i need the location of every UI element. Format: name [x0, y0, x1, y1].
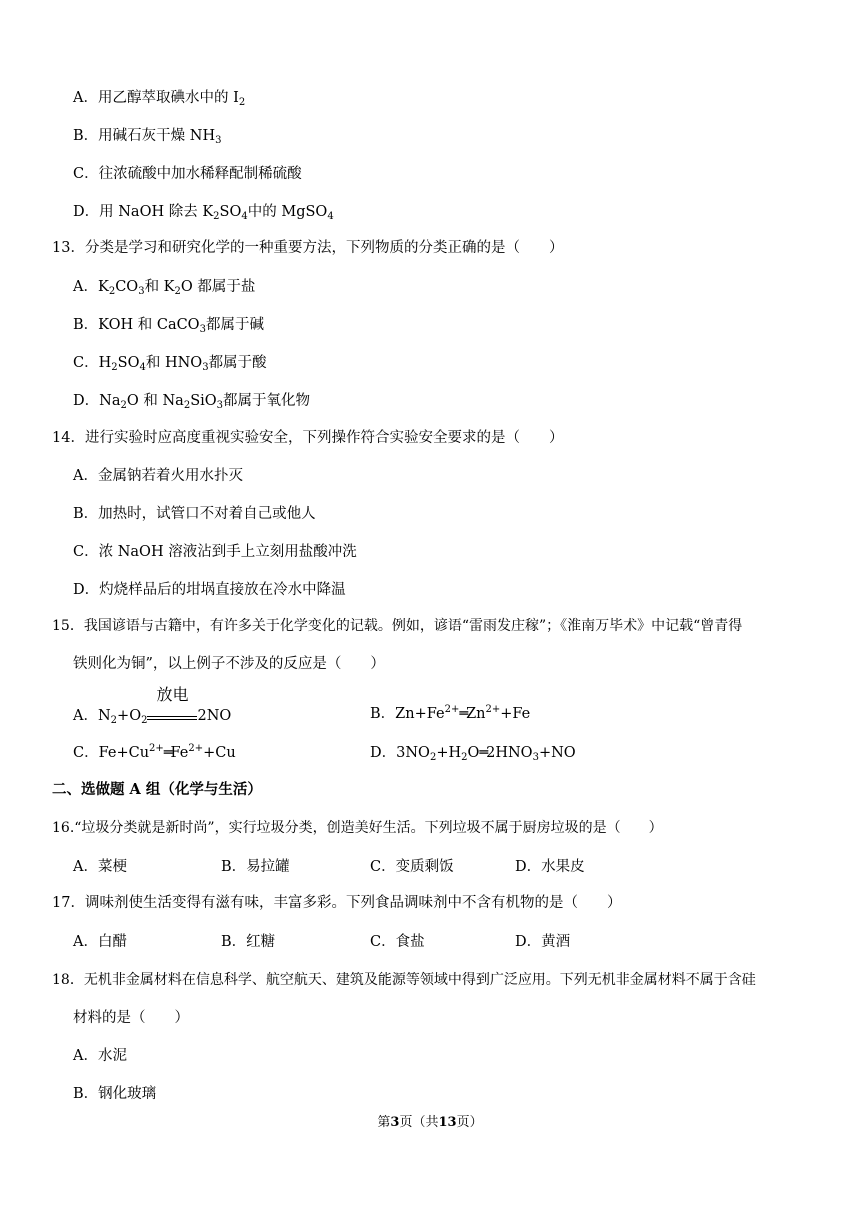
q18-stem-line1: 18．无机非金属材料在信息科学、航空航天、建筑及能源等领域中得到广泛应用。下列无机非金属材料不属于含硅	[52, 972, 756, 988]
q12-option-c: C．往浓硫酸中加水稀释配制稀硫酸	[73, 166, 302, 182]
q13-option-d: D．$Na_2O$ 和 $Na_2SiO_3$都属于氧化物	[73, 393, 311, 411]
q17-option-b: B．红糖	[221, 934, 276, 950]
page-footer: 第3页（共13页）	[377, 1115, 483, 1130]
q18-option-b: B．钢化玻璃	[73, 1086, 157, 1102]
q16-option-d: D．水果皮	[515, 859, 585, 875]
q13-option-b: B．KOH 和 CaCO$_3$都属于碱	[73, 317, 264, 335]
q17-stem: 17．调味剂使生活变得有滋有味，丰富多彩。下列食品调味剂中不含有机物的是（ ）	[52, 895, 622, 911]
q14-stem: 14．进行实验时应高度重视实验安全，下列操作符合实验安全要求的是（ ）	[52, 430, 564, 446]
q14-option-c: C．浓 NaOH 溶液沾到手上立刻用盐酸冲洗	[73, 544, 357, 560]
q14-option-a: A．金属钠若着火用水扑灭	[73, 468, 243, 484]
q12-option-d: D．用 NaOH 除去 $K_2SO_4$中的 MgSO$_4$	[73, 204, 334, 222]
total-pages: 13	[438, 1115, 457, 1130]
q18-stem-line2: 材料的是（ ）	[73, 1010, 189, 1026]
reaction-condition-arrow: 放电	[147, 704, 197, 720]
q15-option-b: B．$Zn+Fe^{2+}═Zn^{2+}+Fe$	[370, 704, 531, 722]
q12-option-b: B．用碱石灰干燥 $NH_3$	[73, 128, 222, 146]
q16-option-a: A．菜梗	[73, 859, 127, 875]
q15-option-a: A．$N_2+O_2$ 放电 2NO	[73, 685, 232, 726]
q15-stem-line2: 铁则化为铜”，以上例子不涉及的反应是（ ）	[73, 656, 385, 672]
q13-option-a: A．$K_2CO_3$和 $K_2O$ 都属于盐	[73, 279, 256, 297]
q17-option-c: C．食盐	[370, 934, 425, 950]
q17-option-a: A．白醋	[73, 934, 127, 950]
q16-option-b: B．易拉罐	[221, 859, 290, 875]
q18-option-a: A．水泥	[73, 1048, 127, 1064]
q15-option-c: C．$Fe+Cu^{2+}═Fe^{2+}+Cu$	[73, 743, 236, 761]
q16-option-c: C．变质剩饭	[370, 859, 454, 875]
q15-stem-line1: 15．我国谚语与古籍中，有许多关于化学变化的记载。例如，谚语“雷雨发庄稼”；《淮南万毕术》中记载“曾青得	[52, 618, 743, 634]
q13-option-c: C．$H_2SO_4$和 $HNO_3$都属于酸	[73, 355, 267, 373]
q15-option-d: D．$3NO_2+H_2O═2HNO_3+NO$	[370, 744, 576, 763]
section-heading: 二、选做题 A 组（化学与生活）	[52, 781, 262, 798]
q12-option-a: A．用乙醇萃取碘水中的 $I_2$	[73, 90, 246, 108]
q14-option-b: B．加热时，试管口不对着自己或他人	[73, 506, 316, 522]
q13-stem: 13．分类是学习和研究化学的一种重要方法，下列物质的分类正确的是（ ）	[52, 240, 564, 256]
page-number: 3	[390, 1115, 400, 1130]
q14-option-d: D．灼烧样品后的坩埚直接放在冷水中降温	[73, 582, 346, 598]
q16-stem: 16.“垃圾分类就是新时尚”，实行垃圾分类，创造美好生活。下列垃圾不属于厨房垃圾的是（ ）	[52, 820, 663, 836]
q17-option-d: D．黄酒	[515, 934, 571, 950]
